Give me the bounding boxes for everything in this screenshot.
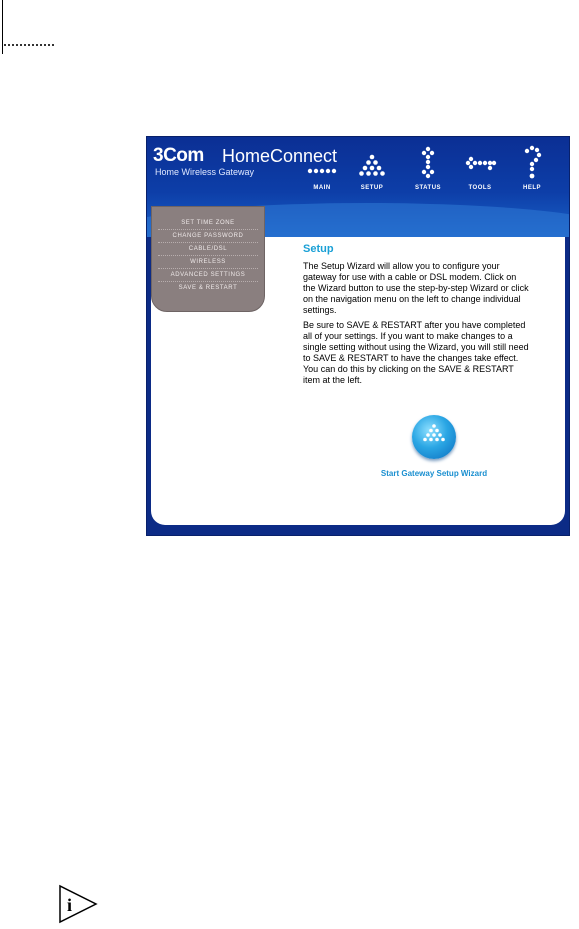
sidebar-item-set-time-zone[interactable]: SET TIME ZONE — [158, 217, 258, 230]
page-title: Setup — [303, 243, 334, 255]
nav-setup[interactable] — [347, 145, 397, 191]
nav-main[interactable] — [297, 145, 347, 191]
save-restart-note: Be sure to SAVE & RESTART after you have completed all of your settings. If you want to make changes to a single setting without using the Wizard, you will still need to SAVE & RESTART to have the changes take effect. You can do this by clicking on the SAVE & RESTART item at the left. — [303, 320, 529, 385]
start-wizard-link[interactable]: Start Gateway Setup Wizard — [380, 469, 488, 478]
sidebar-item-wireless[interactable]: WIRELESS — [158, 256, 258, 269]
nav-status[interactable] — [403, 145, 453, 191]
brand-logo: 3Com — [153, 145, 204, 166]
sidebar-item-cable-dsl[interactable]: CABLE/DSL — [158, 243, 258, 256]
info-note-icon — [58, 884, 98, 924]
setup-description: The Setup Wizard will allow you to configure your gateway for use with a cable or DSL modem. Click on the Wizard button to use the step-by-step Wizard or click on the navigation menu on the left to change individual settings. — [303, 261, 529, 315]
app-window — [146, 136, 570, 536]
nav-help-label: HELP — [522, 185, 541, 191]
pyramid-icon — [347, 145, 397, 181]
sidebar-item-change-password[interactable]: CHANGE PASSWORD — [158, 230, 258, 243]
nav-main-label: MAIN — [313, 185, 331, 191]
nav-status-label: STATUS — [414, 185, 442, 191]
wizard-pyramid-icon — [412, 423, 456, 450]
nav-tools[interactable] — [455, 145, 505, 191]
svg-text:i: i — [67, 895, 73, 915]
brand-subtitle: Home Wireless Gateway — [155, 167, 255, 177]
brand-name: HomeConnect — [222, 146, 338, 166]
start-wizard-button[interactable] — [412, 415, 456, 459]
page-corner-dotted-line — [4, 44, 54, 46]
nav-setup-label: SETUP — [360, 185, 384, 191]
question-icon — [507, 145, 557, 181]
sidebar-item-advanced-settings[interactable]: ADVANCED SETTINGS — [158, 269, 258, 282]
main-dots-icon — [297, 145, 347, 181]
sidebar-menu — [151, 206, 265, 312]
nav-help[interactable] — [507, 145, 557, 191]
nav-tools-label: TOOLS — [468, 185, 492, 191]
tools-key-icon — [455, 145, 505, 181]
sidebar-item-save-restart[interactable]: SAVE & RESTART — [178, 285, 238, 291]
page-corner-line — [2, 0, 3, 54]
status-arrow-icon — [403, 145, 453, 181]
